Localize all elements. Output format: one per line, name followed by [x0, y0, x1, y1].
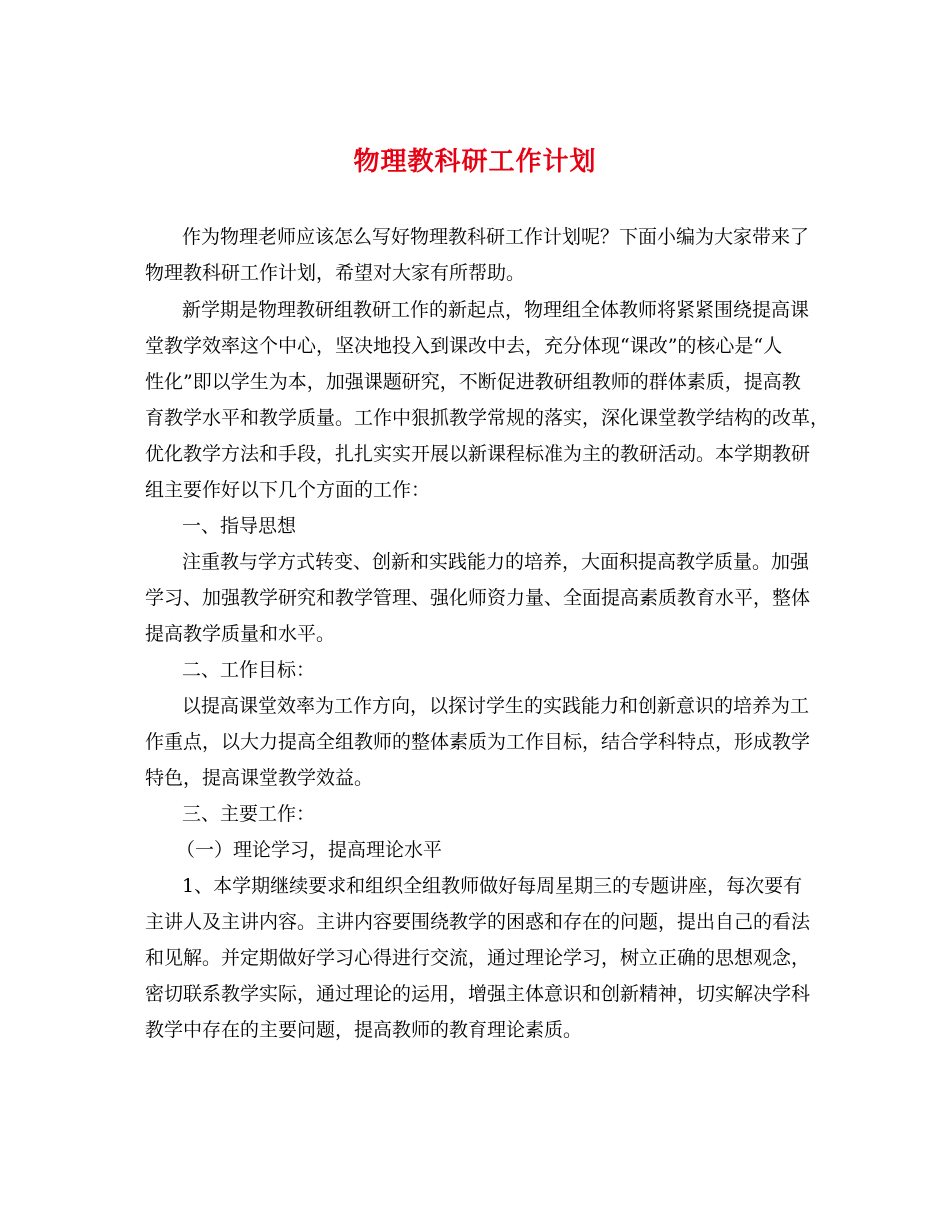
paragraph-line: 作为物理老师应该怎么写好物理教科研工作计划呢？下面小编为大家带来了	[182, 226, 810, 248]
paragraph-line: 组主要作好以下几个方面的工作：	[145, 479, 431, 501]
paragraph-line: 作重点，以大力提高全组教师的整体素质为工作目标，结合学科特点，形成教学	[145, 731, 811, 753]
paragraph-line: 新学期是物理教研组教研工作的新起点，物理组全体教师将紧紧围绕提高课	[182, 299, 810, 321]
paragraph-line: 特色，提高课堂教学效益。	[145, 767, 374, 789]
document-title: 物理教科研工作计划	[353, 147, 597, 177]
paragraph-line: 密切联系教学实际，通过理论的运用，增强主体意识和创新精神，切实解决学科	[145, 983, 811, 1005]
paragraph-line: 性化”即以学生为本，加强课题研究，不断促进教研组教师的群体素质，提高教	[145, 371, 801, 393]
paragraph-line: 物理教科研工作计划，希望对大家有所帮助。	[145, 262, 526, 284]
paragraph-line: 主讲人及主讲内容。主讲内容要围绕教学的困惑和存在的问题，提出自己的看法	[145, 911, 811, 933]
paragraph-line: 1、本学期继续要求和组织全组教师做好每周星期三的专题讲座，每次要有	[182, 875, 803, 897]
section-heading: 三、主要工作：	[182, 803, 316, 825]
paragraph-line: 育教学水平和教学质量。工作中狠抓教学常规的落实，深化课堂教学结构的改革，	[145, 407, 830, 429]
paragraph-line: 以提高课堂效率为工作方向，以探讨学生的实践能力和创新意识的培养为工	[182, 695, 810, 717]
paragraph-line: 教学中存在的主要问题，提高教师的教育理论素质。	[145, 1019, 583, 1041]
paragraph-line: 学习、加强教学研究和教学管理、强化师资力量、全面提高素质教育水平，整体	[145, 587, 811, 609]
paragraph-line: 提高教学质量和水平。	[145, 623, 336, 645]
paragraph-line: 堂教学效率这个中心，坚决地投入到课改中去，充分体现“课改”的核心是“人	[145, 335, 783, 357]
section-heading: 一、指导思想	[182, 515, 297, 537]
paragraph-line: 优化教学方法和手段，扎扎实实开展以新课程标准为主的教研活动。本学期教研	[145, 443, 811, 465]
paragraph-line: 注重教与学方式转变、创新和实践能力的培养，大面积提高教学质量。加强	[182, 551, 810, 573]
section-heading: 二、工作目标：	[182, 659, 316, 681]
paragraph-line: 和见解。并定期做好学习心得进行交流，通过理论学习，树立正确的思想观念，	[145, 947, 811, 969]
subsection-heading: （一）理论学习，提高理论水平	[176, 839, 443, 861]
